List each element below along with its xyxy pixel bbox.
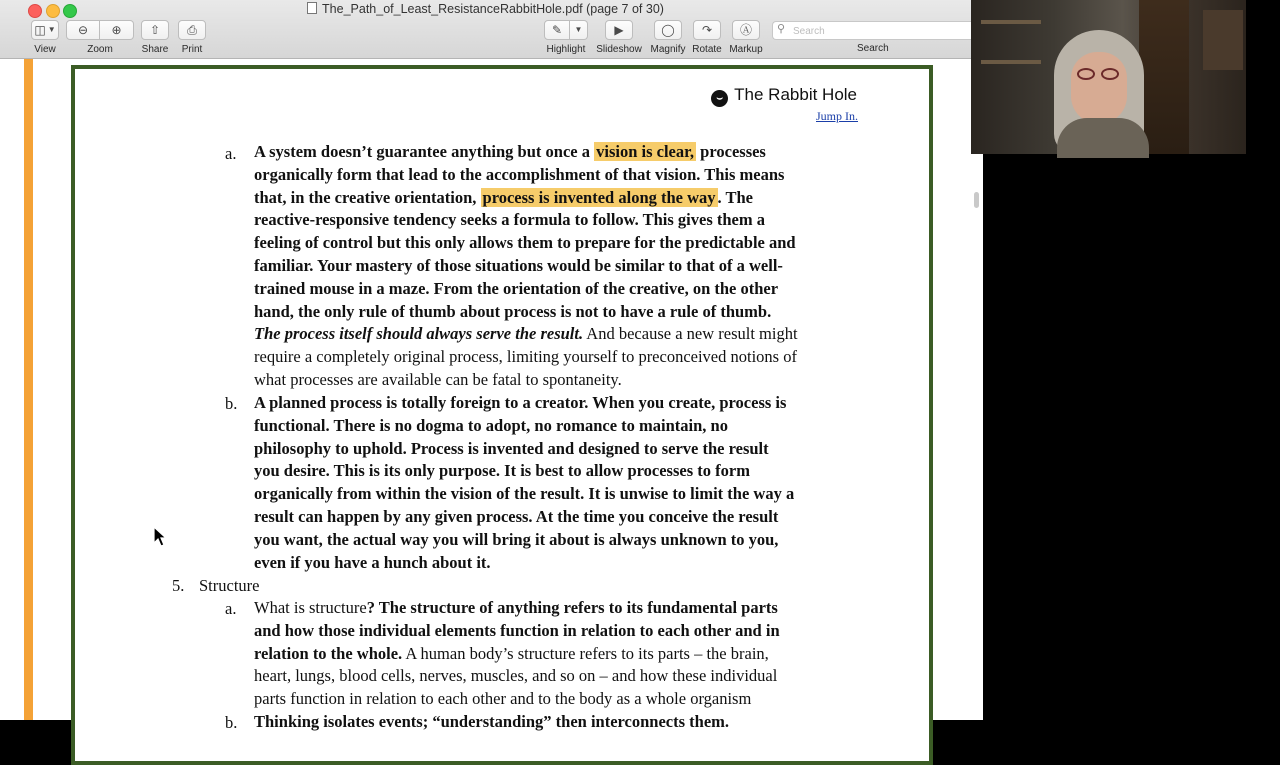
- chevron-down-icon: ▼: [47, 25, 56, 34]
- highlight-button[interactable]: [544, 20, 570, 40]
- share-icon: ⇧: [149, 23, 161, 37]
- brand-name: The Rabbit Hole: [734, 85, 857, 104]
- text-line: you desire. This is its only purpose. It is best to allow processes to form: [254, 461, 750, 481]
- print-icon: ⎙: [187, 23, 197, 37]
- scrollbar-track[interactable]: [971, 154, 983, 720]
- text-line: organically from within the vision of the result. It is unwise to limit the way a: [254, 484, 795, 504]
- text-line: feeling of control but this only allows them to prepare for the predictable and: [254, 233, 796, 253]
- zoom-in-button[interactable]: [100, 20, 134, 40]
- webcam-video: [971, 0, 1246, 154]
- window-title: The_Path_of_Least_ResistanceRabbitHole.pdf (page 7 of 30): [322, 2, 664, 16]
- section-number: 5.: [172, 576, 185, 595]
- text-line: [254, 141, 864, 164]
- slideshow-label: Slideshow: [596, 44, 642, 55]
- list-marker: a.: [225, 599, 237, 618]
- webcam-person-glasses: [1075, 68, 1123, 82]
- paragraph-b-planned-process: [254, 392, 864, 574]
- zoom-tool: [66, 20, 134, 55]
- text-run: And because a new result might: [583, 324, 798, 344]
- paragraph-a-process: [254, 141, 864, 392]
- document-viewport[interactable]: [0, 59, 971, 732]
- text-line: philosophy to uphold. Process is invented and designed to serve the result: [254, 438, 769, 458]
- webcam-door: [1139, 0, 1189, 154]
- list-marker: a.: [225, 144, 237, 163]
- markup-button[interactable]: [732, 20, 760, 40]
- view-button[interactable]: [31, 20, 59, 40]
- slideshow-button[interactable]: [605, 20, 633, 40]
- title-bar: [0, 0, 971, 59]
- share-button[interactable]: [141, 20, 169, 40]
- text-run: processes: [696, 142, 766, 161]
- webcam-person-face: [1071, 52, 1127, 124]
- rotate-tool: [692, 20, 722, 55]
- rotate-label: Rotate: [692, 44, 722, 55]
- text-line: result can happen by any given process. At the time you conceive the result: [254, 506, 779, 526]
- text-run: A system doesn’t guarantee anything but once a: [254, 142, 595, 161]
- window-title-area: [0, 2, 971, 16]
- text-line: what processes are available can be fatal to spontaneity.: [254, 369, 622, 389]
- chevron-down-icon: ▼: [574, 25, 583, 34]
- webcam-shelf: [981, 60, 1041, 64]
- magnify-label: Magnify: [650, 44, 686, 55]
- pdf-page: [71, 65, 933, 765]
- zoom-label: Zoom: [87, 44, 113, 55]
- magnify-tool: [648, 20, 688, 55]
- rabbit-hole-header: [711, 85, 857, 107]
- paragraph-a-structure: [254, 597, 864, 711]
- search-icon: ⚲: [777, 23, 786, 35]
- highlight-vision: vision is clear,: [596, 142, 695, 161]
- slideshow-tool: [596, 20, 642, 55]
- text-line: you want, the actual way you will bring it about is always unknown to you,: [254, 529, 779, 549]
- markup-tool: [729, 20, 763, 55]
- highlight-segment: [544, 20, 588, 40]
- paragraph-b-thinking: [254, 711, 864, 734]
- text-line: [254, 643, 864, 666]
- document-icon: [307, 2, 317, 14]
- highlight-options-button[interactable]: [570, 20, 588, 40]
- zoom-in-icon: ⊕: [111, 23, 122, 37]
- text-line: [254, 323, 864, 346]
- markup-label: Markup: [729, 44, 763, 55]
- zoom-out-button[interactable]: [66, 20, 100, 40]
- view-label: View: [34, 44, 56, 55]
- webcam-cabinet: [1203, 10, 1243, 70]
- list-marker: b.: [225, 394, 238, 413]
- text-line: even if you have a hunch about it.: [254, 552, 491, 572]
- side-strip: [24, 59, 33, 720]
- left-gutter: [0, 59, 24, 720]
- sidebar-icon: ◫: [34, 23, 46, 37]
- share-tool: [141, 20, 169, 55]
- bold-run: relation to the whole.: [254, 643, 403, 663]
- highlight-process: process is invented along the way: [482, 187, 716, 207]
- search-input[interactable]: [791, 23, 965, 39]
- highlight-tool: [544, 20, 588, 55]
- text-run: . The: [717, 187, 753, 207]
- jump-in-link[interactable]: Jump In.: [816, 109, 858, 123]
- text-line: [254, 597, 864, 620]
- share-label: Share: [141, 44, 169, 55]
- text-line: require a completely original process, limiting yourself to preconceived notions of: [254, 347, 797, 367]
- text-line: [254, 187, 864, 210]
- zoom-segment: [66, 20, 134, 40]
- print-button[interactable]: [178, 20, 206, 40]
- scrollbar-thumb[interactable]: [974, 192, 979, 208]
- highlighter-icon: ✎: [551, 23, 563, 37]
- text-line: organically form that lead to the accomplishment of that vision. This means: [254, 164, 785, 184]
- text-line: functional. There is no dogma to adopt, no romance to maintain, no: [254, 415, 728, 435]
- text-line: familiar. Your mastery of those situations would be similar to that of a well-: [254, 255, 783, 275]
- print-label: Print: [181, 44, 203, 55]
- mouse-cursor-icon: [153, 526, 167, 548]
- text-line: parts function in relation to each other and to the body as a whole organism: [254, 689, 752, 709]
- rabbit-hole-logo-icon: ⌣: [711, 90, 728, 107]
- bold-run: ? The structure of anything refers to its fundamental parts: [366, 598, 778, 617]
- text-line: trained mouse in a maze. From the orientation of the creative, on the other: [254, 278, 779, 298]
- rotate-button[interactable]: [693, 20, 721, 40]
- play-icon: ▶: [614, 23, 624, 37]
- magnify-button[interactable]: [654, 20, 682, 40]
- webcam-shelf: [981, 20, 1041, 24]
- webcam-person-body: [1057, 118, 1149, 158]
- text-line: reactive-responsive tendency seeks a formula to follow. This gives them a: [254, 210, 766, 230]
- rotate-icon: ↷: [701, 23, 713, 37]
- text-run: that, in the creative orientation,: [254, 187, 481, 207]
- section-title: Structure: [199, 576, 260, 595]
- text-run: A human body’s structure refers to its parts – the brain,: [402, 643, 769, 663]
- search-label: Search: [857, 43, 889, 54]
- text-run: What is structure: [254, 598, 367, 617]
- print-tool: [178, 20, 206, 55]
- italic-run: The process itself should always serve the result.: [254, 324, 584, 344]
- list-marker: b.: [225, 713, 238, 732]
- text-line: Thinking isolates events; “understanding” then interconnects them.: [254, 712, 730, 731]
- magnify-icon: ◯: [661, 23, 675, 37]
- text-line: hand, the only rule of thumb about process is not to have a rule of thumb.: [254, 301, 772, 321]
- view-tool: [30, 20, 60, 55]
- zoom-out-icon: ⊖: [77, 23, 89, 37]
- text-line: heart, lungs, blood cells, nerves, muscles, and so on – and how these individual: [254, 666, 778, 686]
- highlight-label: Highlight: [546, 44, 586, 55]
- text-line: and how those individual elements function in relation to each other and in: [254, 620, 780, 640]
- text-line: A planned process is totally foreign to a creator. When you create, process is: [254, 393, 787, 412]
- markup-pen-icon: Ⓐ: [739, 23, 752, 37]
- search-field: [772, 21, 971, 40]
